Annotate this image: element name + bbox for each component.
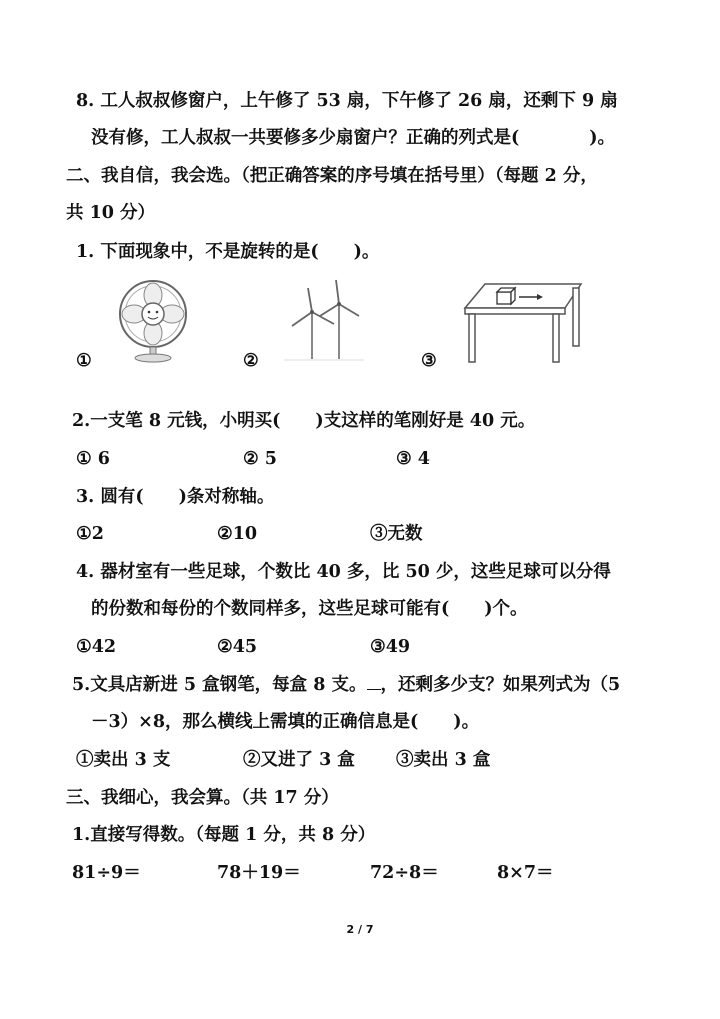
q5-line1-end: ，还剩多少支？如果列式为（5: [380, 675, 621, 695]
q5-line2: －3）×8，那么横线上需填的正确信息是( )。: [91, 712, 480, 732]
calc-problem-3: 72÷8＝: [370, 863, 439, 883]
q3-option-a: ①2: [76, 524, 104, 544]
q3-text: 3. 圆有( )条对称轴。: [76, 487, 275, 507]
section3-heading: 三、我细心，我会算。（共 17 分）: [66, 788, 339, 808]
q5-option-b: ②又进了 3 盒: [243, 750, 355, 770]
page-number: 2 / 7: [346, 923, 374, 936]
section2-heading-line1: 二、我自信，我会选。（把正确答案的序号填在括号里）（每题 2 分，: [66, 166, 598, 186]
section3-q1-title: 1.直接写得数。（每题 1 分，共 8 分）: [72, 825, 376, 845]
q3-option-c: ③无数: [370, 524, 423, 544]
q2-option-c: ③ 4: [396, 449, 430, 469]
q4-line1: 4. 器材室有一些足球，个数比 40 多，比 50 少，这些足球可以分得: [76, 562, 611, 582]
q1-option-a: ①: [76, 351, 92, 371]
q5-line1: [72, 672, 620, 698]
q8-line1: 8. 工人叔叔修窗户，上午修了 53 扇，下午修了 26 扇，还剩下 9 扇: [76, 91, 618, 111]
q4-option-a: ①42: [76, 637, 117, 657]
q1-option-c: ③: [421, 351, 437, 371]
q1-text: 1. 下面现象中，不是旋转的是( )。: [76, 242, 380, 262]
calc-problem-1: 81÷9＝: [72, 863, 141, 883]
q5-line1-start: 5.文具店新进 5 盒钢笔，每盒 8 支。: [72, 675, 367, 695]
q5-blank-underline: [367, 673, 381, 690]
q2-option-a: ① 6: [76, 449, 110, 469]
q8-line2: 没有修，工人叔叔一共要修多少扇窗户？正确的列式是( )。: [91, 128, 616, 148]
q5-option-c: ③卖出 3 盒: [396, 750, 491, 770]
calc-problem-4: 8×7＝: [497, 863, 554, 883]
q4-line2: 的份数和每份的个数同样多，这些足球可能有( )个。: [91, 599, 528, 619]
q4-option-c: ③49: [370, 637, 411, 657]
calc-problem-2: 78＋19＝: [217, 863, 301, 883]
q1-option-b: ②: [243, 351, 259, 371]
q1-pictures: [70, 278, 630, 378]
q2-text: 2.一支笔 8 元钱，小明买( )支这样的笔刚好是 40 元。: [72, 411, 536, 431]
section2-heading-line2: 共 10 分）: [66, 203, 156, 223]
q2-option-b: ② 5: [243, 449, 277, 469]
table-box-picture: [463, 278, 583, 366]
windmill-picture: [284, 278, 364, 364]
q3-option-b: ②10: [217, 524, 258, 544]
q4-option-b: ②45: [217, 637, 258, 657]
fan-picture: [113, 278, 193, 364]
q5-option-a: ①卖出 3 支: [76, 750, 171, 770]
